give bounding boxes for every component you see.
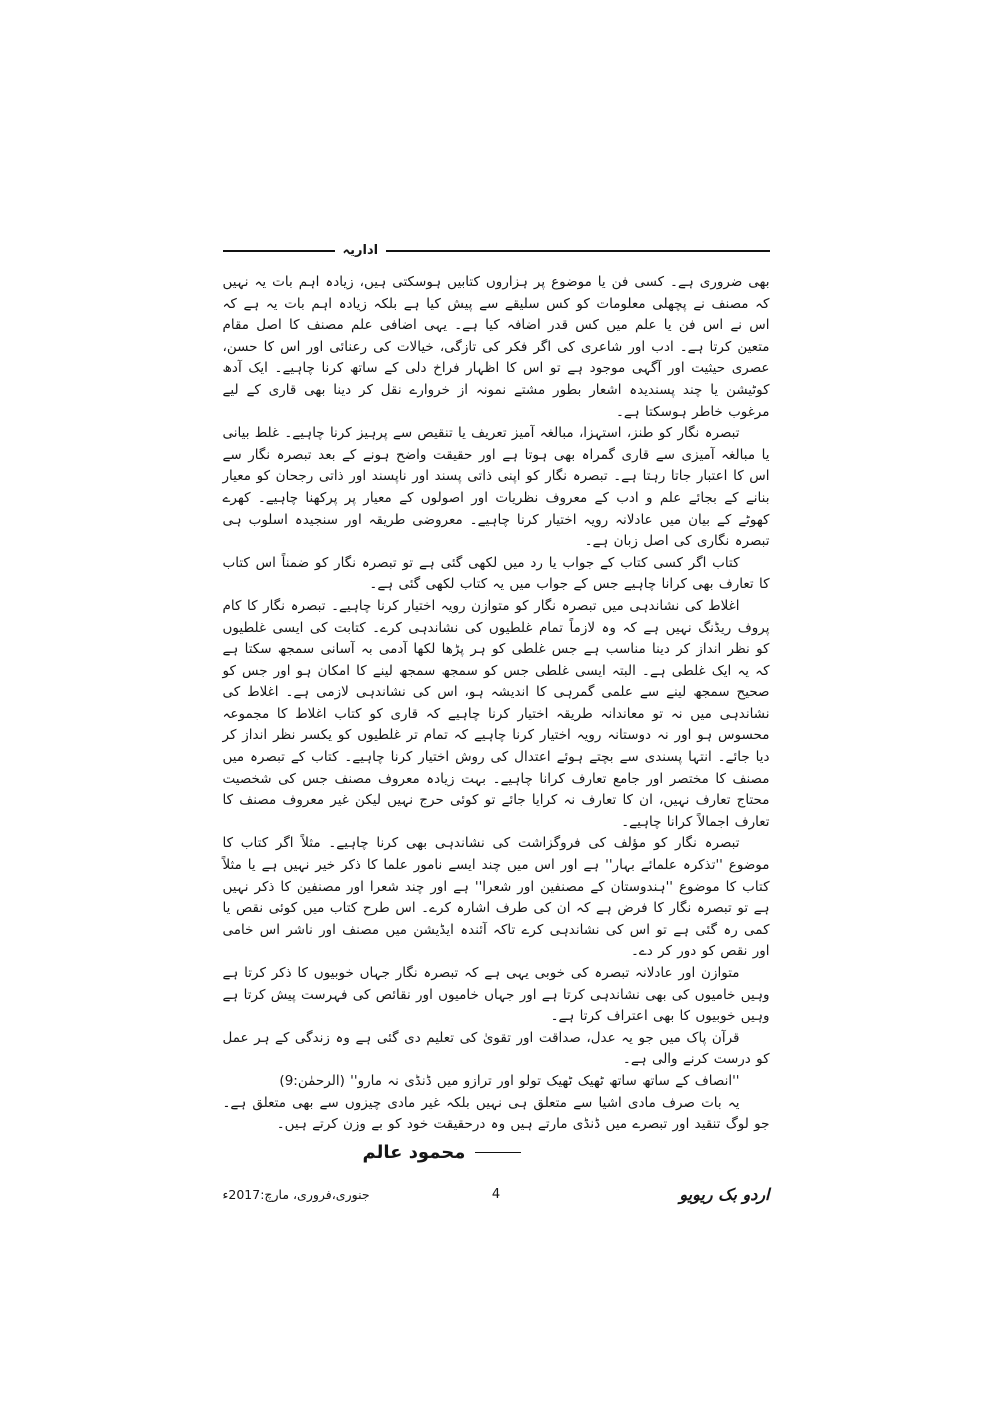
paragraph: تبصرہ نگار کو طنز، استہزا، مبالغہ آمیز تعریف یا تنقیص سے پرہیز کرنا چاہیے۔ غلط بیانی یا مبالغہ آمیزی سے قاری گمراہ بھی ہوتا ہے اور حقیقت واضح ہونے کے بعد تبصرہ نگار سے اس کا اعتبار جاتا رہتا ہے۔ تبصرہ نگار کو اپنی ذاتی پسند اور ناپسند اور ذاتی رجحان کو معیار بنانے کے بجائے علم و ادب کے معروف نظریات اور اصولوں کے معیار پر پرکھنا چاہیے۔ کھرے کھوٹے کے بیان میں عادلانہ رویہ اختیار کرنا چاہیے۔ معروضی طریقہ اور سنجیدہ اسلوب ہی تبصرہ نگاری کی اصل زبان ہے۔ xyxy=(222,425,770,550)
paragraph: ''انصاف کے ساتھ ساتھ ٹھیک ٹھیک تولو اور ترازو میں ڈنڈی نہ مارو'' (الرحمٰن:9) xyxy=(279,1072,740,1089)
paragraph: بھی ضروری ہے۔ کسی فن یا موضوع پر ہزاروں کتابیں ہوسکتی ہیں، زیادہ اہم بات یہ نہیں کہ مصنف نے پچھلی معلومات کو کس سلیقے سے پیش کیا ہے بلکہ زیادہ اہم بات یہ ہے کہ اس نے اس فن یا علم میں کس قدر اضافہ کیا ہے۔ یہی اضافی علم مصنف کا اصل مقام متعین کرتا ہے۔ ادب اور شاعری کی اگر فکر کی تازگی، خیالات کی رعنائی اور اس کا حسن، عصری حیثیت اور آگہی موجود ہے تو اس کا اظہار فراخ دلی کے ساتھ کرنا چاہیے۔ ایک آدھ کوٹیشن یا چند پسندیدہ اشعار بطور مشتے نمونہ از خروارے نقل کر دینا بھی قاری کے لیے مرغوب خاطر ہوسکتا ہے۔ xyxy=(222,274,770,420)
paragraph: تبصرہ نگار کو مؤلف کی فروگزاشت کی نشاندہی بھی کرنا چاہیے۔ مثلاً اگر کتاب کا موضوع ''تذکرہ علمائے بہار'' ہے اور اس میں چند ایسے نامور علما کا ذکر خیر نہیں ہے یا مثلاً کتاب کا موضوع ''ہندوستان کے مصنفین اور شعرا'' ہے اور چند شعرا اور مصنفین کا ذکر نہیں ہے تو تبصرہ نگار کا فرض ہے کہ ان کی طرف اشارہ کرے۔ اس طرح کتاب میں کوئی نقص یا کمی رہ گئی ہے تو اس کی نشاندہی کرے تاکہ آئندہ ایڈیشن میں مصنف اور ناشر اس خامی اور نقص کو دور کر دے۔ xyxy=(222,835,770,960)
signature-row xyxy=(223,1142,770,1163)
paragraph: متوازن اور عادلانہ تبصرہ کی خوبی یہی ہے کہ تبصرہ نگار جہاں خوبیوں کا ذکر کرتا ہے وہیں خامیوں کی بھی نشاندہی کرتا ہے اور جہاں خامیوں اور نقائص کی فہرست پیش کرتا ہے وہیں خوبیوں کا بھی اعتراف کرتا ہے۔ xyxy=(222,965,770,1025)
footer-date: جنوری،فروری، مارچ:2017ء xyxy=(222,1186,370,1202)
page-footer xyxy=(223,1185,770,1204)
article-body xyxy=(223,272,770,1136)
paragraph: یہ بات صرف مادی اشیا سے متعلق ہی نہیں بلکہ غیر مادی چیزوں سے بھی متعلق ہے۔ جو لوگ تنقید اور تبصرے میں ڈنڈی مارتے ہیں وہ درحقیقت خود کو بے وزن کرتے ہیں۔ xyxy=(222,1094,770,1133)
footer-page-number: 4 xyxy=(491,1186,501,1202)
signature-dash xyxy=(475,1152,521,1153)
header-rule-right xyxy=(386,250,769,252)
footer-magazine-title: اردو بک ریویو xyxy=(679,1184,770,1204)
author-signature: محمود عالم xyxy=(362,1141,466,1163)
page-header xyxy=(223,243,770,258)
paragraph: اغلاط کی نشاندہی میں تبصرہ نگار کو متوازن رویہ اختیار کرنا چاہیے۔ تبصرہ نگار کا کام پروف ریڈنگ نہیں ہے کہ وہ لازماً تمام غلطیوں کی نشاندہی کرے۔ کتابت کی ایسی غلطیوں کو نظر انداز کر دینا مناسب ہے جس غلطی کو ہر پڑھا لکھا آدمی بہ آسانی سمجھ سکتا ہے کہ یہ ایک غلطی ہے۔ البتہ ایسی غلطی جس کو سمجھ سمجھ لینے کا امکان ہو اور جس کو صحیح سمجھ لینے سے علمی گمرہی کا اندیشہ ہو، اس کی نشاندہی لازمی ہے۔ اغلاط کی نشاندہی میں نہ تو معاندانہ طریقہ اختیار کرنا چاہیے کہ قاری کو کتاب اغلاط کا مجموعہ محسوس ہو اور نہ دوستانہ رویہ اختیار کرنا چاہیے کہ تمام تر غلطیوں کو یکسر نظر انداز کر دیا جائے۔ انتہا پسندی سے بچتے ہوئے اعتدال کی روش اختیار کرنا چاہیے۔ کتاب کے تبصرہ میں مصنف کا مختصر اور جامع تعارف کرانا چاہیے۔ بہت زیادہ معروف مصنف جس کی شخصیت محتاج تعارف نہیں، ان کا تعارف نہ کرایا جائے تو کوئی حرج نہیں لیکن غیر معروف مصنف کا تعارف اجمالاً کرانا چاہیے۔ xyxy=(222,597,770,830)
page-title: اداریہ xyxy=(342,243,379,258)
paragraph: کتاب اگر کسی کتاب کے جواب یا رد میں لکھی گئی ہے تو تبصرہ نگار کو ضمناً اس کتاب کا تعارف بھی کرانا چاہیے جس کے جواب میں یہ کتاب لکھی گئی ہے۔ xyxy=(222,554,770,593)
text-column xyxy=(223,0,770,1204)
paragraph: قرآن پاک میں جو یہ عدل، صداقت اور تقویٰ کی تعلیم دی گئی ہے وہ زندگی کے ہر عمل کو درست کرنے والی ہے۔ xyxy=(222,1029,770,1068)
header-rule-left xyxy=(223,250,335,252)
